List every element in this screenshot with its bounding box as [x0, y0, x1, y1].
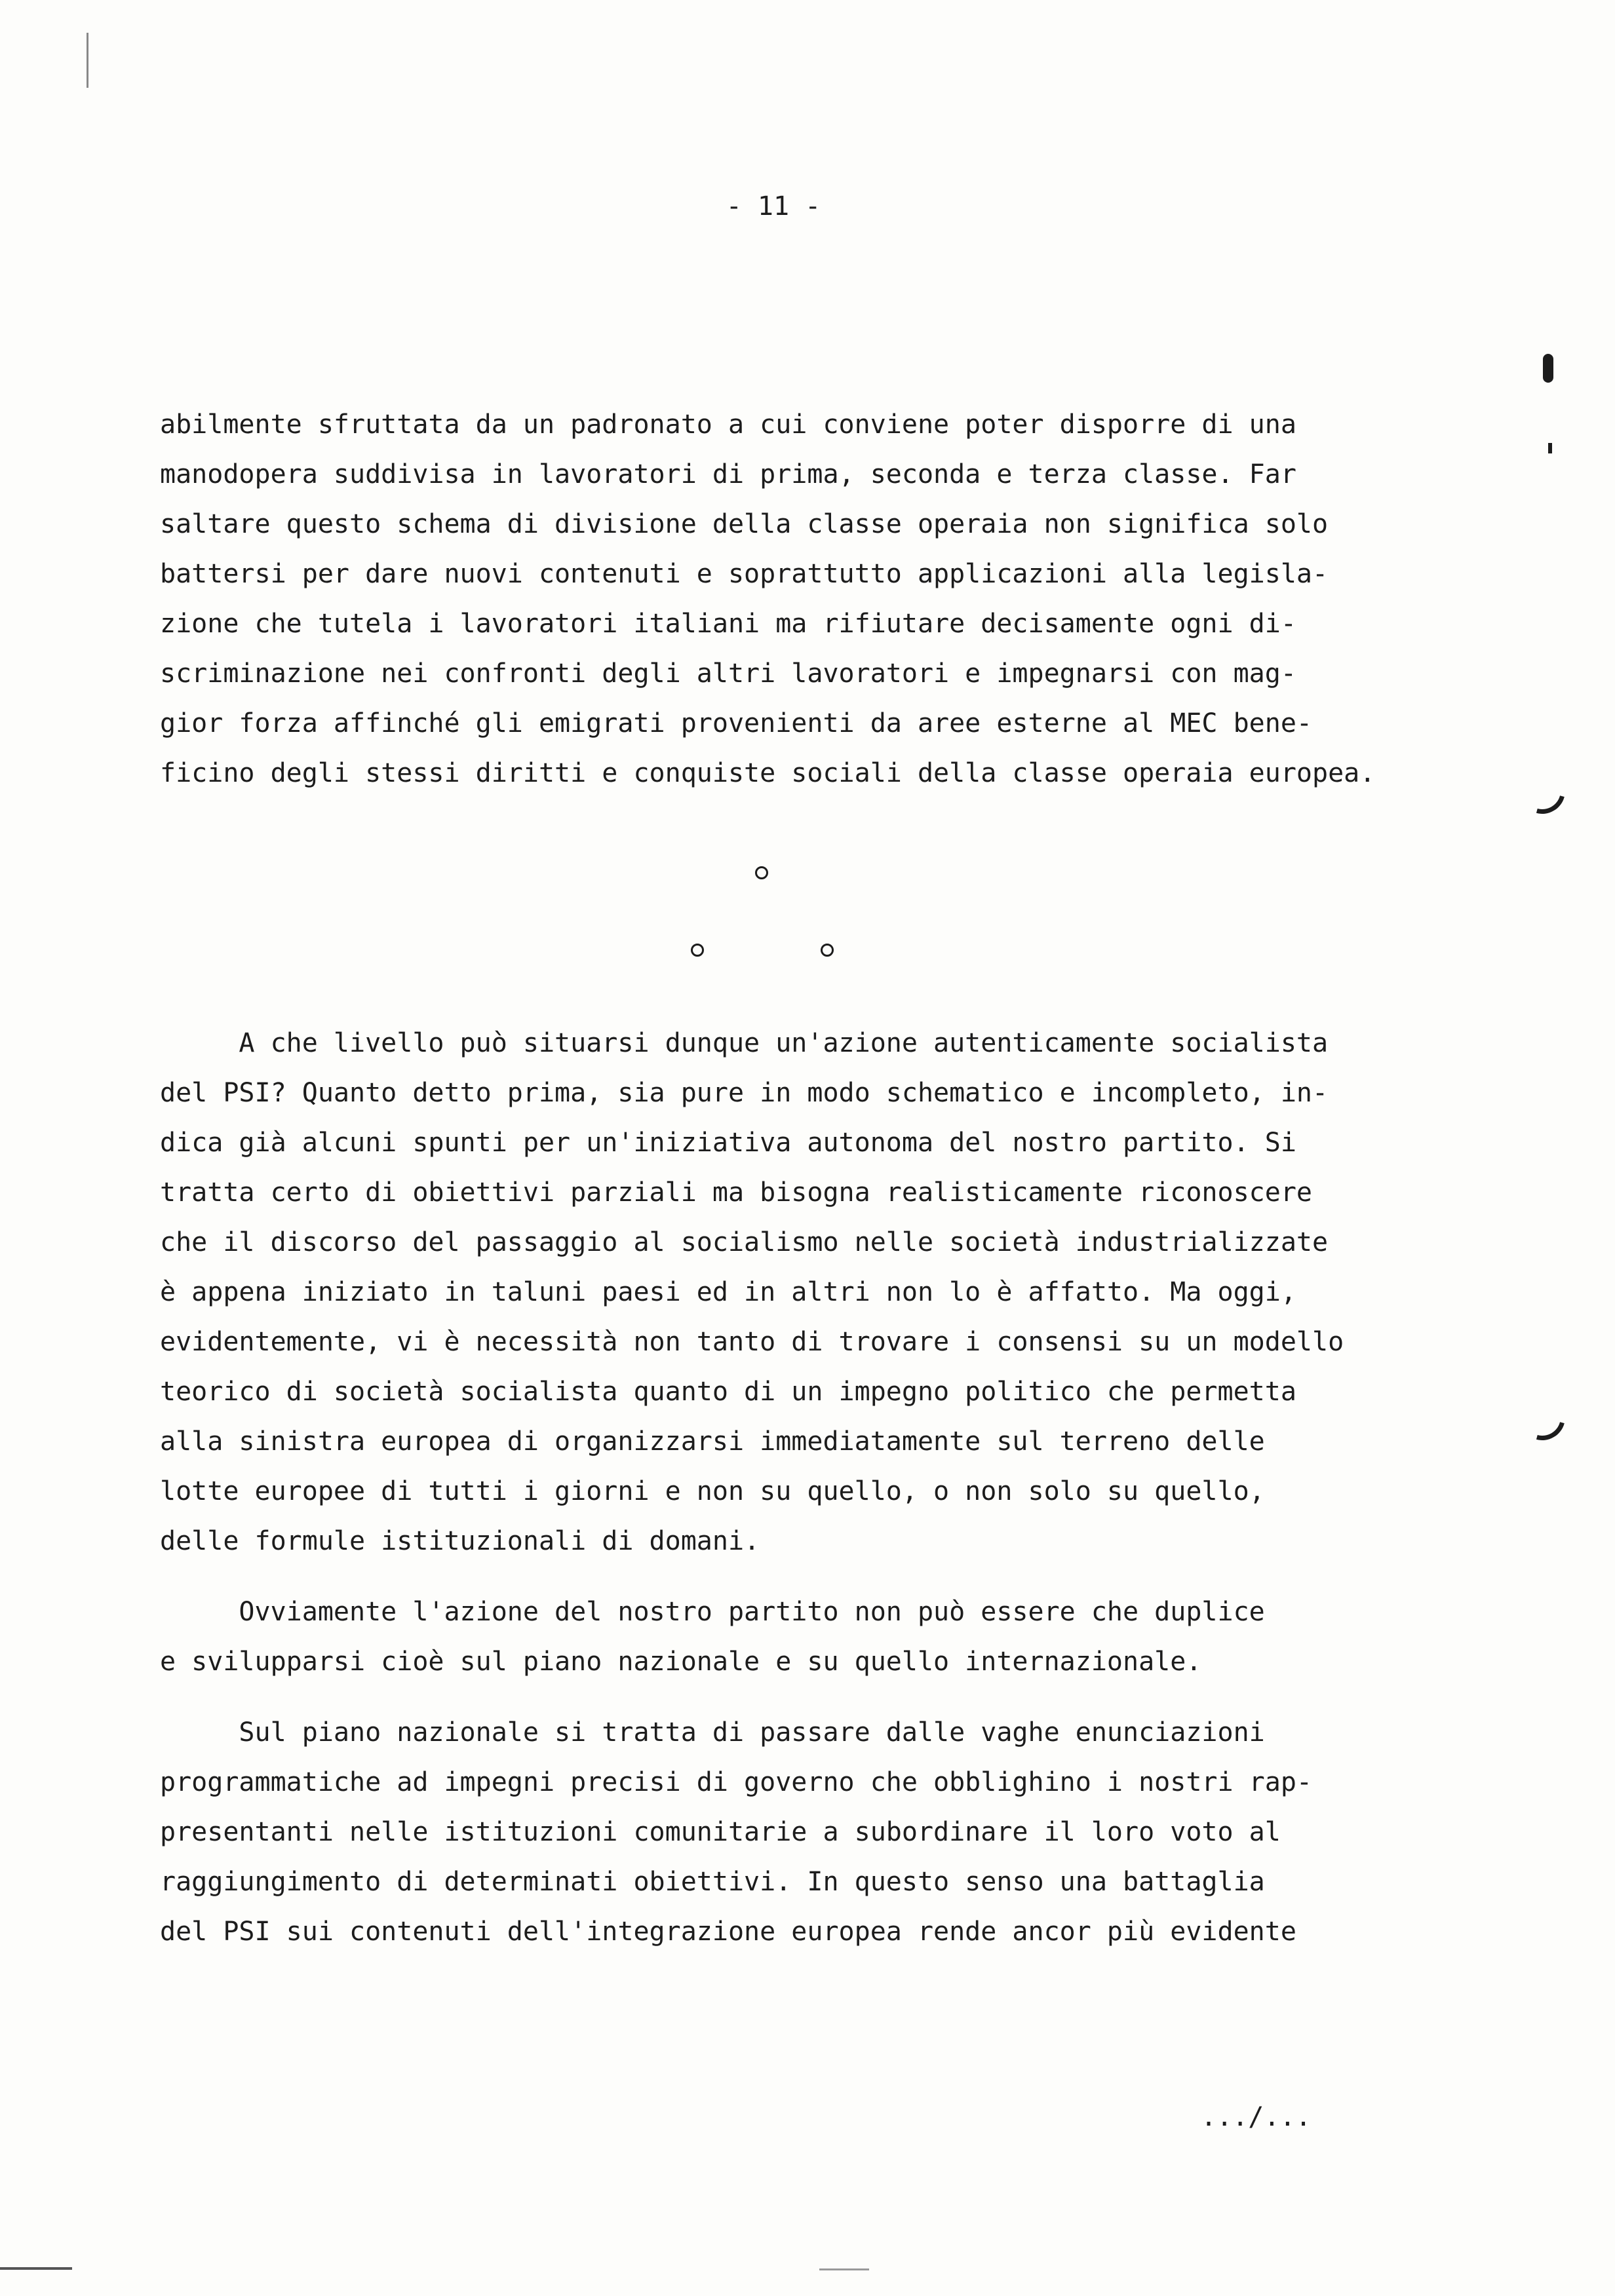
text-line: Ovviamente l'azione del nostro partito non può essere che duplice — [160, 1597, 1265, 1627]
text-line: dica già alcuni spunti per un'iniziativa autonoma del nostro partito. Si — [160, 1128, 1296, 1158]
text-line: saltare questo schema di divisione della classe operaia non significa solo — [160, 509, 1329, 539]
separator-circle-icon — [691, 944, 704, 957]
text-line: alla sinistra europea di organizzarsi immediatamente sul terreno delle — [160, 1426, 1265, 1457]
text-line: battersi per dare nuovi contenuti e soprattutto applicazioni alla legisla- — [160, 559, 1329, 589]
text-line: che il discorso del passaggio al socialismo nelle società industrializzate — [160, 1227, 1329, 1257]
punch-hole-icon — [1511, 1386, 1574, 1449]
text-line: programmatiche ad impegni precisi di governo che obblighino i nostri rap- — [160, 1767, 1312, 1797]
edge-mark-icon — [0, 2267, 72, 2270]
text-line: ficino degli stessi diritti e conquiste sociali della classe operaia europea. — [160, 758, 1376, 788]
text-line: evidentemente, vi è necessità non tanto di trovare i consensi su un modello — [160, 1327, 1344, 1357]
separator-circle-icon — [821, 944, 834, 957]
edge-mark-icon — [87, 33, 88, 88]
text-line: Sul piano nazionale si tratta di passare dalle vaghe enunciazioni — [160, 1717, 1265, 1748]
separator-circle-icon — [755, 866, 768, 879]
continuation-mark: .../... — [1201, 2102, 1312, 2132]
text-line: scriminazione nei confronti degli altri lavoratori e impegnarsi con mag- — [160, 659, 1296, 689]
text-line: e svilupparsi cioè sul piano nazionale e su quello internazionale. — [160, 1647, 1202, 1677]
text-line: presentanti nelle istituzioni comunitarie a subordinare il loro voto al — [160, 1817, 1281, 1847]
ink-speck-icon — [1548, 443, 1552, 453]
text-line: lotte europee di tutti i giorni e non su quello, o non solo su quello, — [160, 1476, 1265, 1506]
text-line: è appena iniziato in taluni paesi ed in altri non lo è affatto. Ma oggi, — [160, 1277, 1296, 1307]
text-line: teorico di società socialista quanto di un impegno politico che permetta — [160, 1377, 1296, 1407]
edge-mark-icon — [819, 2268, 869, 2270]
text-line: del PSI? Quanto detto prima, sia pure in modo schematico e incompleto, in- — [160, 1078, 1329, 1108]
ink-blot-icon — [1543, 354, 1553, 383]
text-line: abilmente sfruttata da un padronato a cui conviene poter disporre di una — [160, 410, 1296, 440]
text-line: manodopera suddivisa in lavoratori di prima, seconda e terza classe. Far — [160, 459, 1296, 489]
text-line: del PSI sui contenuti dell'integrazione europea rende ancor più evidente — [160, 1917, 1296, 1947]
text-line: raggiungimento di determinati obiettivi. In questo senso una battaglia — [160, 1867, 1265, 1897]
text-line: tratta certo di obiettivi parziali ma bisogna realisticamente riconoscere — [160, 1177, 1312, 1208]
text-line: gior forza affinché gli emigrati provenienti da aree esterne al MEC bene- — [160, 708, 1312, 738]
text-line: A che livello può situarsi dunque un'azione autenticamente socialista — [160, 1028, 1329, 1058]
text-line: delle formule istituzionali di domani. — [160, 1526, 760, 1556]
page-number: - 11 - — [726, 191, 821, 221]
text-line: zione che tutela i lavoratori italiani ma rifiutare decisamente ogni di- — [160, 609, 1296, 639]
punch-hole-icon — [1511, 759, 1574, 822]
